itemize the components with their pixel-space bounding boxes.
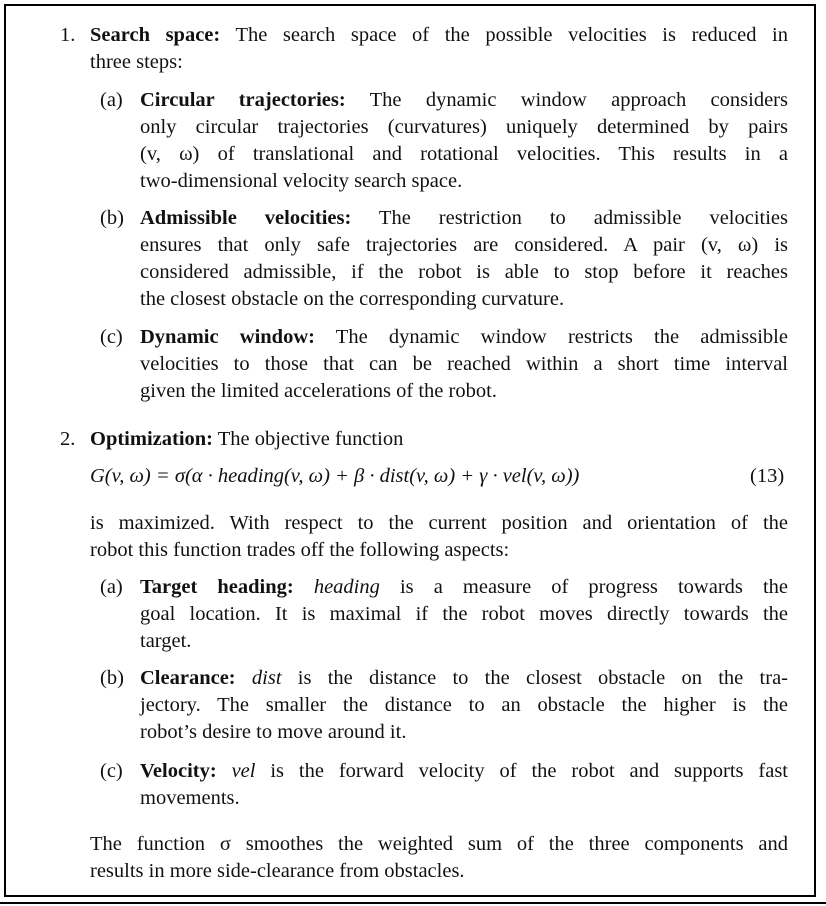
subitem-term: vel [231, 760, 256, 782]
item-heading-line [90, 426, 403, 453]
subitem-text: target. [140, 630, 192, 652]
subitem-label: (c) [100, 326, 123, 348]
subitem-title: Clearance: [140, 667, 236, 689]
subitem-label: (c) [100, 760, 123, 782]
subitem-text: is a measure of progress towards the [379, 576, 789, 598]
objective-equation: G(v, ω) = σ(α · heading(v, ω) + β · dist(v, ω) + γ · vel(v, ω)) [90, 465, 580, 487]
subitem-title: Dynamic window: [140, 326, 315, 348]
subitem-heading-line [140, 758, 788, 785]
subitem-text: The restriction to admissible velocities [351, 207, 788, 229]
item-title: Search space: [90, 24, 221, 46]
item-text: is maximized. With respect to the current position and orientation of the [90, 512, 788, 534]
subitem-text: The dynamic window restricts the admissible [314, 326, 788, 348]
subitem-term: dist [251, 667, 282, 689]
subitem-text: ensures that only safe trajectories are considered. A pair (v, ω) is [140, 234, 788, 256]
subitem-heading-line [140, 205, 788, 232]
subitem-title: Velocity: [140, 760, 217, 782]
subitem-text: only circular trajectories (curvatures) uniquely determined by pairs [140, 116, 788, 138]
item-text: robot this function trades off the following aspects: [90, 539, 510, 561]
subitem-label: (a) [100, 89, 123, 111]
subitem-text: is the distance to the closest obstacle on the tra- [281, 667, 788, 689]
subitem-label: (b) [100, 667, 124, 689]
subitem-text: given the limited accelerations of the robot. [140, 380, 497, 402]
subitem-heading-line [140, 324, 788, 351]
item-number: 2. [60, 428, 76, 450]
subitem-heading-line [140, 87, 788, 114]
subitem-text: The dynamic window approach considers [345, 89, 788, 111]
item-text: The objective function [213, 428, 404, 450]
subitem-label: (a) [100, 576, 123, 598]
closing-text: results in more side-clearance from obstacles. [90, 860, 465, 882]
item-title: Optimization: [90, 428, 213, 450]
subitem-title: Circular trajectories: [140, 89, 346, 111]
item-heading-line [90, 22, 788, 49]
subitem-text: robot’s desire to move around it. [140, 721, 407, 743]
subitem-text: goal location. It is maximal if the robot moves directly towards the [140, 603, 788, 625]
subitem-text: jectory. The smaller the distance to an obstacle the higher is the [140, 694, 788, 716]
equation-number: (13) [750, 465, 785, 487]
subitem-term: heading [313, 576, 380, 598]
subitem-text: movements. [140, 787, 240, 809]
subitem-label: (b) [100, 207, 124, 229]
subitem-text: is the forward velocity of the robot and supports fast [255, 760, 788, 782]
subitem-text: the closest obstacle on the corresponding curvature. [140, 288, 565, 310]
bottom-rule [0, 902, 826, 904]
subitem-text: two-dimensional velocity search space. [140, 170, 463, 192]
subitem-text: velocities to those that can be reached within a short time interval [140, 353, 788, 375]
item-number: 1. [60, 24, 76, 46]
closing-text: The function σ smoothes the weighted sum of the three components and [90, 833, 788, 855]
subitem-title: Admissible velocities: [140, 207, 352, 229]
subitem-heading-line [140, 665, 788, 692]
item-text: three steps: [90, 51, 183, 73]
subitem-text: (v, ω) of translational and rotational velocities. This results in a [140, 143, 788, 165]
subitem-text: considered admissible, if the robot is able to stop before it reaches [140, 261, 788, 283]
item-text: The search space of the possible velocities is reduced in [220, 24, 788, 46]
subitem-heading-line [140, 574, 788, 601]
subitem-title: Target heading: [140, 576, 294, 598]
